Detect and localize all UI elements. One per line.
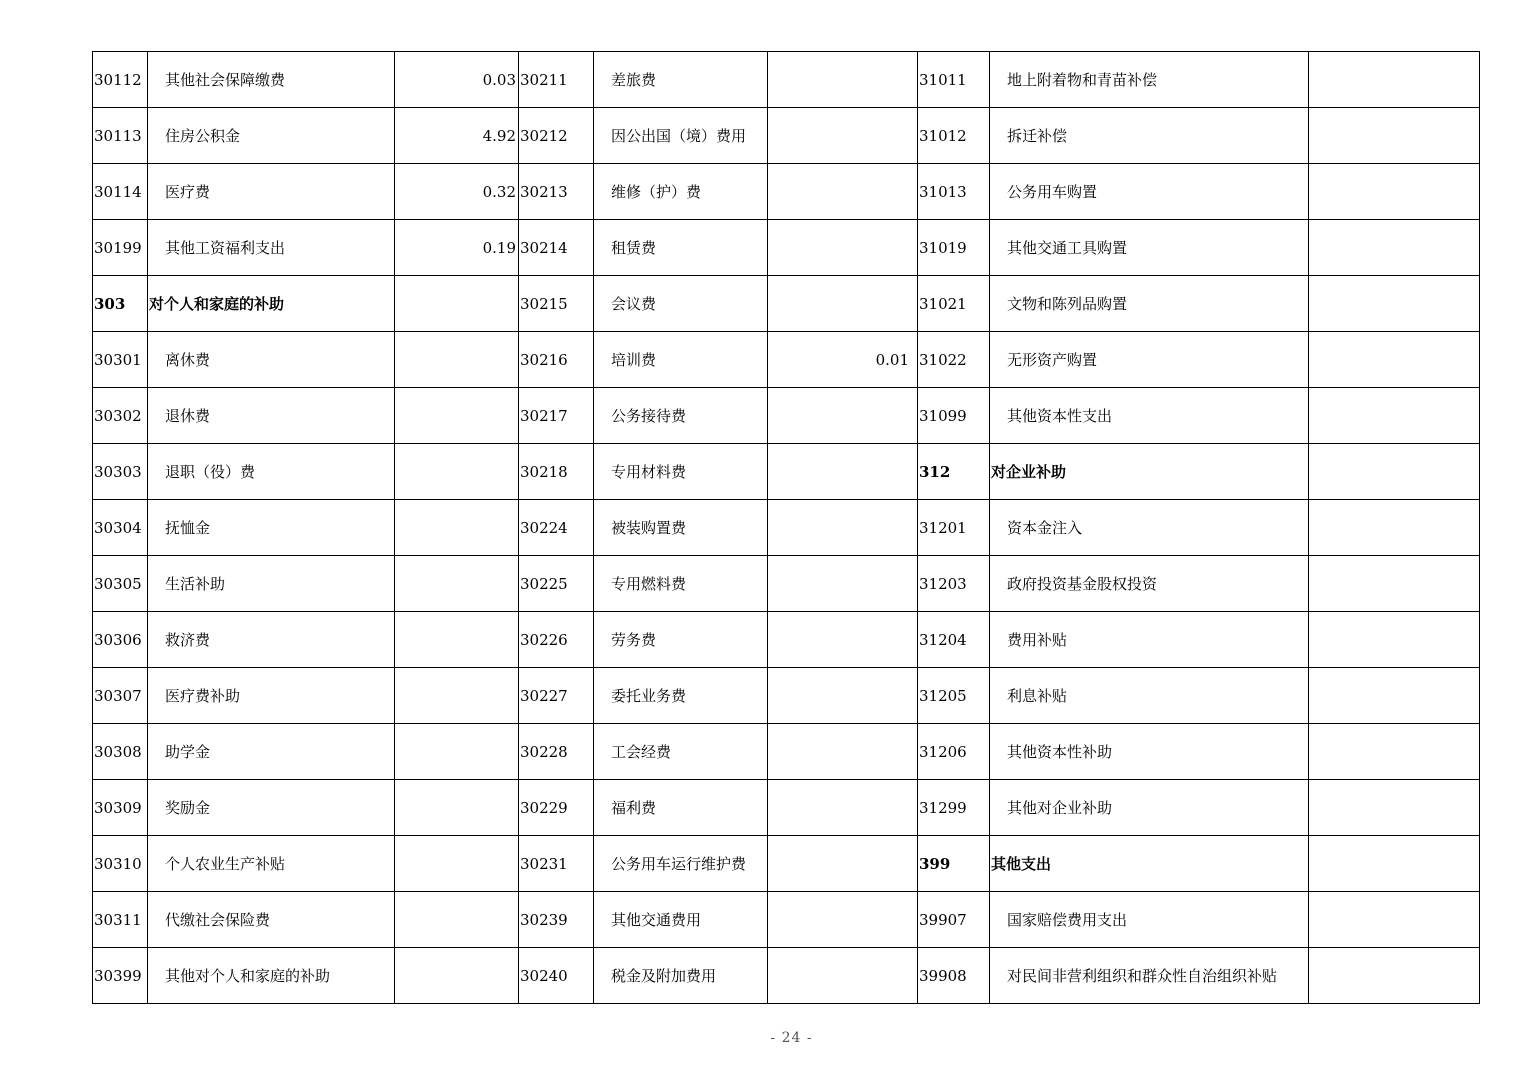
account-name-cell: 救济费 — [148, 612, 395, 668]
account-name-cell: 对企业补助 — [990, 444, 1309, 500]
account-code-cell: 30211 — [519, 52, 594, 108]
account-name-cell: 专用材料费 — [594, 444, 768, 500]
account-name-cell: 其他对个人和家庭的补助 — [148, 948, 395, 1004]
account-name-cell: 退休费 — [148, 388, 395, 444]
account-name-cell: 其他对企业补助 — [990, 780, 1309, 836]
account-name-cell: 福利费 — [594, 780, 768, 836]
amount-cell: 0.32 — [395, 164, 519, 220]
table-row — [93, 836, 1480, 892]
account-name-cell: 其他资本性支出 — [990, 388, 1309, 444]
account-code-cell: 30218 — [519, 444, 594, 500]
account-name-cell: 公务用车运行维护费 — [594, 836, 768, 892]
account-code-cell: 31011 — [918, 52, 990, 108]
account-code-cell: 30310 — [93, 836, 148, 892]
table-row — [93, 276, 1480, 332]
account-name-cell: 费用补贴 — [990, 612, 1309, 668]
amount-cell — [1309, 52, 1480, 108]
account-code-cell: 39908 — [918, 948, 990, 1004]
amount-cell — [768, 500, 918, 556]
table-row — [93, 52, 1480, 108]
account-name-cell: 其他支出 — [990, 836, 1309, 892]
account-code-cell: 30309 — [93, 780, 148, 836]
amount-cell — [1309, 444, 1480, 500]
account-name-cell: 其他工资福利支出 — [148, 220, 395, 276]
account-name-cell: 助学金 — [148, 724, 395, 780]
account-code-cell: 31019 — [918, 220, 990, 276]
amount-cell — [768, 556, 918, 612]
amount-cell — [395, 612, 519, 668]
table-row — [93, 780, 1480, 836]
amount-cell — [768, 668, 918, 724]
amount-cell — [395, 724, 519, 780]
account-name-cell: 拆迁补偿 — [990, 108, 1309, 164]
amount-cell — [768, 108, 918, 164]
account-name-cell: 被装购置费 — [594, 500, 768, 556]
table-row — [93, 388, 1480, 444]
account-name-cell: 公务接待费 — [594, 388, 768, 444]
amount-cell — [1309, 388, 1480, 444]
account-code-cell: 30199 — [93, 220, 148, 276]
account-code-cell: 399 — [918, 836, 990, 892]
account-code-cell: 31021 — [918, 276, 990, 332]
account-code-cell: 31099 — [918, 388, 990, 444]
account-code-cell: 31203 — [918, 556, 990, 612]
account-code-cell: 30227 — [519, 668, 594, 724]
account-code-cell: 30231 — [519, 836, 594, 892]
account-code-cell: 30225 — [519, 556, 594, 612]
account-code-cell: 303 — [93, 276, 148, 332]
account-name-cell: 对民间非营利组织和群众性自治组织补贴 — [990, 948, 1309, 1004]
amount-cell — [395, 780, 519, 836]
account-name-cell: 其他资本性补助 — [990, 724, 1309, 780]
account-name-cell: 会议费 — [594, 276, 768, 332]
account-code-cell: 30311 — [93, 892, 148, 948]
amount-cell — [1309, 892, 1480, 948]
amount-cell — [395, 276, 519, 332]
amount-cell — [768, 388, 918, 444]
table-row — [93, 948, 1480, 1004]
account-name-cell: 利息补贴 — [990, 668, 1309, 724]
account-name-cell: 租赁费 — [594, 220, 768, 276]
amount-cell — [1309, 500, 1480, 556]
account-code-cell: 30229 — [519, 780, 594, 836]
account-name-cell: 专用燃料费 — [594, 556, 768, 612]
account-name-cell: 个人农业生产补贴 — [148, 836, 395, 892]
account-code-cell: 30216 — [519, 332, 594, 388]
account-code-cell: 30240 — [519, 948, 594, 1004]
amount-cell — [395, 668, 519, 724]
account-code-cell: 30215 — [519, 276, 594, 332]
amount-cell — [768, 892, 918, 948]
amount-cell: 4.92 — [395, 108, 519, 164]
expenditure-table — [92, 51, 1480, 1004]
amount-cell — [395, 556, 519, 612]
amount-cell — [1309, 108, 1480, 164]
amount-cell: 0.19 — [395, 220, 519, 276]
amount-cell — [768, 220, 918, 276]
account-name-cell: 差旅费 — [594, 52, 768, 108]
account-code-cell: 30112 — [93, 52, 148, 108]
account-code-cell: 30308 — [93, 724, 148, 780]
amount-cell — [395, 444, 519, 500]
account-code-cell: 31206 — [918, 724, 990, 780]
table-row — [93, 556, 1480, 612]
account-code-cell: 31201 — [918, 500, 990, 556]
account-code-cell: 30306 — [93, 612, 148, 668]
account-name-cell: 地上附着物和青苗补偿 — [990, 52, 1309, 108]
account-name-cell: 政府投资基金股权投资 — [990, 556, 1309, 612]
account-name-cell: 医疗费补助 — [148, 668, 395, 724]
account-name-cell: 税金及附加费用 — [594, 948, 768, 1004]
amount-cell — [768, 724, 918, 780]
account-name-cell: 工会经费 — [594, 724, 768, 780]
account-name-cell: 退职（役）费 — [148, 444, 395, 500]
amount-cell — [1309, 332, 1480, 388]
account-name-cell: 奖励金 — [148, 780, 395, 836]
amount-cell — [768, 612, 918, 668]
account-code-cell: 31299 — [918, 780, 990, 836]
account-code-cell: 30213 — [519, 164, 594, 220]
account-code-cell: 30301 — [93, 332, 148, 388]
account-code-cell: 30302 — [93, 388, 148, 444]
account-code-cell: 30399 — [93, 948, 148, 1004]
account-name-cell: 因公出国（境）费用 — [594, 108, 768, 164]
account-code-cell: 30307 — [93, 668, 148, 724]
account-name-cell: 医疗费 — [148, 164, 395, 220]
amount-cell — [1309, 724, 1480, 780]
account-code-cell: 30114 — [93, 164, 148, 220]
account-code-cell: 39907 — [918, 892, 990, 948]
account-name-cell: 抚恤金 — [148, 500, 395, 556]
account-name-cell: 生活补助 — [148, 556, 395, 612]
account-name-cell: 其他社会保障缴费 — [148, 52, 395, 108]
table-row — [93, 668, 1480, 724]
account-code-cell: 30113 — [93, 108, 148, 164]
account-name-cell: 离休费 — [148, 332, 395, 388]
account-name-cell: 代缴社会保险费 — [148, 892, 395, 948]
table-body — [93, 52, 1480, 1004]
table-row — [93, 500, 1480, 556]
table-row — [93, 332, 1480, 388]
amount-cell — [395, 388, 519, 444]
amount-cell — [395, 500, 519, 556]
amount-cell: 0.01 — [768, 332, 918, 388]
page-number: - 24 - — [770, 1030, 813, 1046]
table-row — [93, 892, 1480, 948]
account-name-cell: 劳务费 — [594, 612, 768, 668]
account-code-cell: 31022 — [918, 332, 990, 388]
amount-cell: 0.03 — [395, 52, 519, 108]
amount-cell — [395, 948, 519, 1004]
amount-cell — [1309, 556, 1480, 612]
account-name-cell: 委托业务费 — [594, 668, 768, 724]
table-row — [93, 724, 1480, 780]
account-name-cell: 资本金注入 — [990, 500, 1309, 556]
amount-cell — [1309, 948, 1480, 1004]
account-name-cell: 维修（护）费 — [594, 164, 768, 220]
account-name-cell: 其他交通费用 — [594, 892, 768, 948]
account-code-cell: 30212 — [519, 108, 594, 164]
account-name-cell: 培训费 — [594, 332, 768, 388]
account-name-cell: 对个人和家庭的补助 — [148, 276, 395, 332]
account-code-cell: 30217 — [519, 388, 594, 444]
table-row — [93, 612, 1480, 668]
amount-cell — [768, 164, 918, 220]
account-code-cell: 30226 — [519, 612, 594, 668]
amount-cell — [768, 444, 918, 500]
amount-cell — [768, 836, 918, 892]
account-name-cell: 其他交通工具购置 — [990, 220, 1309, 276]
account-code-cell: 30303 — [93, 444, 148, 500]
account-code-cell: 31204 — [918, 612, 990, 668]
account-code-cell: 30214 — [519, 220, 594, 276]
amount-cell — [395, 332, 519, 388]
amount-cell — [1309, 164, 1480, 220]
account-code-cell: 30304 — [93, 500, 148, 556]
account-code-cell: 31012 — [918, 108, 990, 164]
table-row — [93, 220, 1480, 276]
amount-cell — [768, 276, 918, 332]
amount-cell — [1309, 780, 1480, 836]
account-code-cell: 31013 — [918, 164, 990, 220]
account-code-cell: 30224 — [519, 500, 594, 556]
account-code-cell: 30239 — [519, 892, 594, 948]
account-name-cell: 住房公积金 — [148, 108, 395, 164]
account-name-cell: 无形资产购置 — [990, 332, 1309, 388]
account-code-cell: 30228 — [519, 724, 594, 780]
amount-cell — [1309, 612, 1480, 668]
amount-cell — [1309, 668, 1480, 724]
account-code-cell: 31205 — [918, 668, 990, 724]
amount-cell — [395, 892, 519, 948]
table-row — [93, 444, 1480, 500]
account-code-cell: 312 — [918, 444, 990, 500]
amount-cell — [395, 836, 519, 892]
amount-cell — [768, 780, 918, 836]
account-code-cell: 30305 — [93, 556, 148, 612]
amount-cell — [768, 52, 918, 108]
table-row — [93, 164, 1480, 220]
amount-cell — [768, 948, 918, 1004]
amount-cell — [1309, 836, 1480, 892]
amount-cell — [1309, 276, 1480, 332]
account-name-cell: 国家赔偿费用支出 — [990, 892, 1309, 948]
table-row — [93, 108, 1480, 164]
amount-cell — [1309, 220, 1480, 276]
account-name-cell: 公务用车购置 — [990, 164, 1309, 220]
account-name-cell: 文物和陈列品购置 — [990, 276, 1309, 332]
